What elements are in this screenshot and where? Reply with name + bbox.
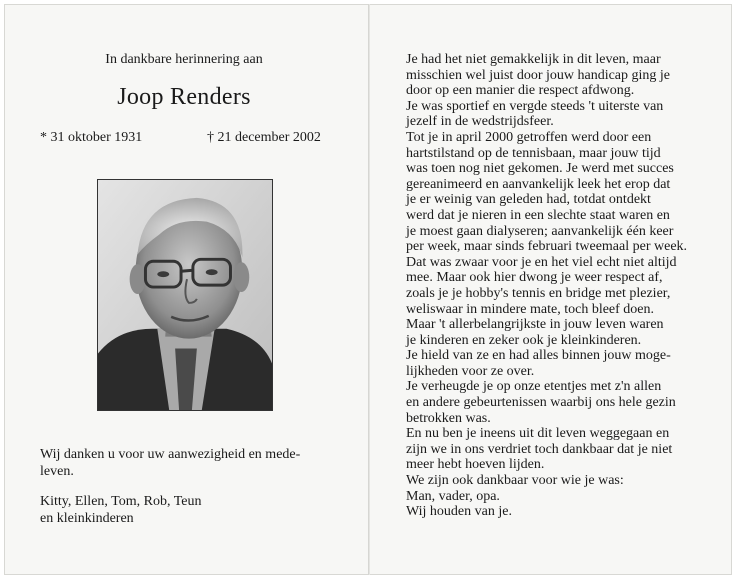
right-page (370, 0, 735, 579)
text-line: en andere gebeurtenissen waarbij ons hele gezin (406, 395, 676, 411)
text-line: Je was sportief en vergde steeds 't uiterste van (406, 98, 664, 114)
text-line: lijkheden voor ze over. (406, 363, 535, 379)
text-line: je moest gaan dialyseren; aanvankelijk één keer (406, 223, 674, 239)
thanks-line: leven. (40, 464, 74, 479)
text-line: zoals je je hobby's tennis en bridge met plezier, (406, 285, 671, 301)
death-date: † 21 december 2002 (207, 130, 321, 145)
family-line: Kitty, Ellen, Tom, Rob, Teun (40, 494, 202, 509)
text-line: Dat was zwaar voor je en het viel echt niet altijd (406, 254, 677, 270)
birth-date: * 31 oktober 1931 (40, 130, 143, 145)
deceased-name: Joop Renders (117, 84, 251, 110)
text-line: je er weinig van geleden had, totdat ontdekt (406, 192, 651, 208)
text-line: Man, vader, opa. (406, 488, 500, 504)
text-line: je kinderen en zeker ook je kleinkinderen. (406, 332, 642, 348)
text-line: Tot je in april 2000 getroffen werd door een (406, 129, 652, 145)
text-line: was toen nog niet gekomen. Je werd met succes (406, 161, 674, 177)
text-line: Wij houden van je. (406, 504, 512, 520)
memorial-text (406, 52, 722, 520)
thanks-text (40, 446, 340, 480)
text-line: jezelf in de wedstrijdsfeer. (406, 114, 554, 130)
text-line: meer hebt hoeven lijden. (406, 457, 545, 473)
text-line: Je hield van ze en had alles binnen jouw moge- (406, 348, 671, 364)
text-line: Je verheugde je op onze etentjes met z'n allen (406, 379, 662, 395)
text-line: gereanimeerd en aanvankelijk leek het erop dat (406, 176, 671, 192)
text-line: En nu ben je ineens uit dit leven weggegaan en (406, 426, 670, 442)
portrait-image (98, 180, 272, 410)
intro-text: In dankbare herinnering aan (105, 52, 263, 67)
text-line: door op een manier die respect afdwong. (406, 83, 635, 99)
text-line: mee. Maar ook hier dwong je weer respect af, (406, 270, 663, 286)
text-line: per week, maar sinds februari tweemaal per week. (406, 239, 688, 255)
family-names (40, 493, 340, 527)
portrait-photo (97, 179, 273, 411)
text-line: werd dat je nieren in een slechte staat waren en (406, 207, 670, 223)
text-line: Maar 't allerbelangrijkste in jouw leven waren (406, 317, 664, 333)
text-line: betrokken was. (406, 410, 491, 426)
text-line: We zijn ook dankbaar voor wie je was: (406, 473, 624, 489)
text-line: Je had het niet gemakkelijk in dit leven, maar (406, 52, 661, 67)
text-line: hartstilstand op de tennisbaan, maar jouw tijd (406, 145, 661, 161)
text-line: misschien wel juist door jouw handicap ging je (406, 67, 671, 83)
family-line: en kleinkinderen (40, 511, 134, 526)
text-line: weliswaar in mindere mate, toch bleef doen. (406, 301, 655, 317)
text-line: zijn we in ons verdriet toch dankbaar dat je niet (406, 441, 673, 457)
thanks-line: Wij danken u voor uw aanwezigheid en mede- (40, 447, 301, 462)
